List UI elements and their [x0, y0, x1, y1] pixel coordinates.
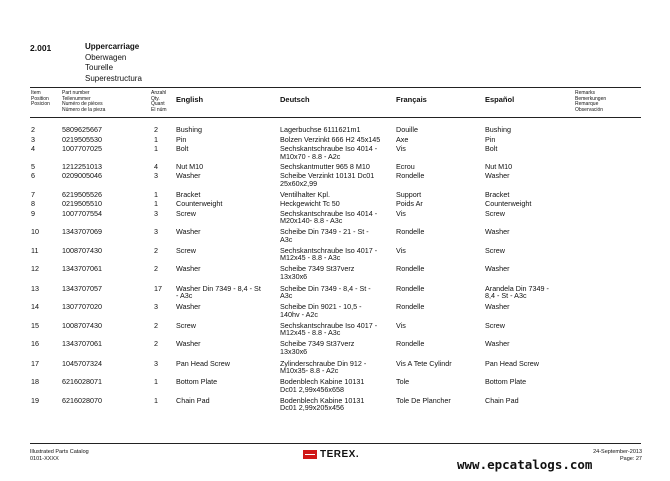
cell-de: Dc01 2,99x456x658: [280, 384, 344, 394]
cell-qty: 1: [154, 377, 158, 386]
cell-qty: 3: [154, 171, 158, 180]
cell-pos: 11: [31, 245, 39, 255]
cell-part: 0209005046: [62, 171, 102, 180]
cell-part: 1307707020: [62, 302, 102, 311]
cell-de: Scheibe Din 7349 - 21 - St -: [280, 227, 369, 236]
cell-en: Chain Pad: [176, 395, 210, 405]
cell-es: Washer: [485, 264, 510, 273]
table-row: [0, 285, 670, 304]
cell-pos: 16: [31, 339, 39, 348]
cell-pos: 5: [31, 161, 35, 171]
cell-es: Pin: [485, 134, 496, 144]
cell-es: Screw: [485, 320, 505, 330]
cell-en: Bracket: [176, 189, 201, 199]
cell-part: 0219505530: [62, 134, 102, 144]
cell-es: Screw: [485, 245, 505, 255]
section-title-es: Superestructura: [85, 73, 142, 83]
cell-de: M20x140- 8.8 - A3c: [280, 216, 343, 226]
cell-qty: 1: [154, 395, 158, 405]
cell-qty: 17: [154, 283, 162, 293]
cell-fr: Vis: [396, 245, 406, 255]
cell-de: 25x60x2,99: [280, 178, 318, 188]
cell-de: M10x70 - 8.8 - A2c: [280, 151, 341, 161]
cell-qty: 2: [154, 245, 158, 255]
cell-pos: 3: [31, 134, 35, 144]
cell-en: - A3c: [176, 291, 193, 301]
cell-part: 1343707057: [62, 283, 102, 293]
cell-de: 13x30x6: [280, 271, 308, 281]
cell-qty: 3: [154, 358, 158, 368]
cell-es: Screw: [485, 208, 505, 218]
cell-fr: Rondelle: [396, 264, 425, 273]
cell-de: Bolzen Verzinkt 666 H2 45x145: [280, 134, 381, 144]
cell-de: A3c: [280, 234, 293, 244]
header-francais: Français: [396, 95, 427, 104]
header-english: English: [176, 95, 204, 104]
cell-pos: 9: [31, 208, 35, 218]
cell-qty: 2: [154, 125, 158, 134]
cell-part: 1343707069: [62, 227, 102, 236]
cell-de: M12x45 - 8.8 - A3c: [280, 328, 341, 338]
cell-es: Bushing: [485, 125, 511, 134]
cell-es: 8,4 - St - A3c: [485, 291, 527, 301]
cell-en: Pin: [176, 134, 187, 144]
cell-en: Pan Head Screw: [176, 358, 230, 368]
cell-de: Ventilhalter Kpl.: [280, 189, 330, 199]
cell-es: Arandela Din 7349 -: [485, 283, 549, 293]
cell-en: Bottom Plate: [176, 377, 218, 386]
cell-pos: 19: [31, 395, 39, 405]
cell-de: Sechskantmutter 965 8 M10: [280, 161, 370, 171]
header-part-number: Part number Teilenummer Numéro de pièces Número de la pieza: [62, 90, 106, 113]
cell-fr: Tole: [396, 377, 410, 386]
cell-qty: 1: [154, 199, 158, 208]
cell-fr: Ecrou: [396, 161, 415, 171]
cell-es: Pan Head Screw: [485, 358, 539, 368]
watermark-link[interactable]: www.epcatalogs.com: [457, 457, 593, 472]
footer-date-page: [593, 449, 642, 462]
table-row: [0, 322, 670, 341]
table-row: [0, 172, 670, 191]
footer-catalog-title: Illustrated Parts Catalog: [30, 449, 89, 455]
table-row: [0, 265, 670, 285]
cell-qty: 1: [154, 189, 158, 199]
cell-de: Bodenblech Kabine 10131: [280, 377, 365, 386]
header-deutsch: Deutsch: [280, 95, 310, 104]
cell-en: Washer: [176, 227, 201, 236]
cell-de: Dc01 2,99x205x456: [280, 403, 344, 413]
table-row: [0, 360, 670, 379]
cell-qty: 2: [154, 264, 158, 273]
table-row: [0, 247, 670, 266]
cell-pos: 10: [31, 227, 39, 236]
table-row: [0, 303, 670, 322]
cell-pos: 4: [31, 144, 35, 153]
terex-logo-icon: [303, 450, 317, 459]
cell-part: 1008707430: [62, 320, 102, 330]
cell-part: 1343707061: [62, 339, 102, 348]
cell-qty: 3: [154, 208, 158, 218]
cell-pos: 2: [31, 125, 35, 134]
cell-de: Sechskantschraube Iso 4017 -: [280, 320, 378, 330]
cell-fr: Rondelle: [396, 283, 425, 293]
cell-es: Counterweight: [485, 199, 532, 208]
cell-fr: Douille: [396, 125, 418, 134]
footer-page: Page: 27: [619, 455, 642, 462]
cell-de: 13x30x6: [280, 346, 308, 356]
cell-pos: 17: [31, 358, 39, 368]
header-espanol: Español: [485, 95, 515, 104]
cell-pos: 8: [31, 199, 35, 208]
cell-fr: Vis: [396, 208, 406, 218]
cell-de: M12x45 - 8.8 - A3c: [280, 253, 341, 263]
cell-de: Sechskantschraube Iso 4014 -: [280, 208, 378, 218]
header-item: Item Position Posicion: [31, 90, 50, 108]
cell-part: 6216028071: [62, 377, 102, 386]
cell-part: 0219505510: [62, 199, 102, 208]
cell-fr: Rondelle: [396, 171, 425, 180]
table-row: [0, 340, 670, 360]
cell-en: Nut M10: [176, 161, 204, 171]
cell-qty: 1: [154, 134, 158, 144]
section-title-de: Oberwagen: [85, 52, 127, 62]
cell-es: Bracket: [485, 189, 510, 199]
cell-part: 1007707025: [62, 144, 102, 153]
cell-es: Bottom Plate: [485, 377, 527, 386]
cell-en: Washer: [176, 171, 201, 180]
cell-en: Counterweight: [176, 199, 223, 208]
cell-qty: 3: [154, 302, 158, 311]
table-row: [0, 145, 670, 163]
cell-pos: 6: [31, 171, 35, 180]
cell-en: Washer: [176, 302, 201, 311]
cell-de: A3c: [280, 291, 293, 301]
cell-es: Washer: [485, 339, 510, 348]
section-title-fr: Tourelle: [85, 63, 114, 73]
cell-fr: Vis: [396, 320, 406, 330]
parts-table: [0, 126, 670, 415]
cell-de: 140hv - A2c: [280, 309, 318, 319]
cell-part: 1007707554: [62, 208, 102, 218]
cell-qty: 4: [154, 161, 158, 171]
cell-qty: 2: [154, 320, 158, 330]
footer-catalog-code: 0101-XXXX: [30, 455, 59, 462]
section-title-en: Uppercarriage: [85, 42, 140, 51]
cell-qty: 1: [154, 144, 158, 153]
footer-rule: [30, 443, 641, 444]
cell-fr: Rondelle: [396, 302, 425, 311]
cell-de: Zylinderschraube Din 912 -: [280, 358, 367, 368]
cell-fr: Tole De Plancher: [396, 395, 451, 405]
cell-part: 5809625667: [62, 125, 102, 134]
cell-de: Sechskantschraube Iso 4017 -: [280, 245, 378, 255]
cell-pos: 18: [31, 377, 39, 386]
cell-en: Screw: [176, 320, 196, 330]
cell-part: 6216028070: [62, 395, 102, 405]
cell-qty: 3: [154, 227, 158, 236]
cell-es: Nut M10: [485, 161, 513, 171]
cell-pos: 12: [31, 264, 39, 273]
cell-pos: 13: [31, 283, 39, 293]
section-title: [85, 42, 142, 84]
cell-en: Screw: [176, 245, 196, 255]
cell-es: Washer: [485, 302, 510, 311]
cell-en: Bushing: [176, 125, 202, 134]
header-bottom-rule: [30, 117, 641, 118]
table-row: [0, 378, 670, 397]
cell-part: 6219505526: [62, 189, 102, 199]
cell-en: Bolt: [176, 144, 189, 153]
cell-fr: Poids Ar: [396, 199, 423, 208]
cell-en: Washer: [176, 339, 201, 348]
cell-pos: 14: [31, 302, 39, 311]
table-row: [0, 210, 670, 229]
cell-es: Washer: [485, 227, 510, 236]
table-row: [0, 228, 670, 247]
table-row: [0, 397, 670, 415]
cell-es: Bolt: [485, 144, 498, 153]
cell-es: Chain Pad: [485, 395, 519, 405]
footer-catalog: [30, 449, 89, 462]
cell-pos: 15: [31, 320, 39, 330]
cell-de: Heckgewicht Tc 50: [280, 199, 340, 208]
cell-part: 1343707061: [62, 264, 102, 273]
section-number: 2.001: [30, 43, 52, 53]
cell-de: Lagerbuchse 6111621m1: [280, 125, 361, 134]
cell-de: Sechskantschraube Iso 4014 -: [280, 144, 378, 153]
cell-en: Screw: [176, 208, 196, 218]
header-remarks: Remarks Bemerkungen Remarque Observación: [575, 90, 607, 113]
cell-de: Scheibe Din 7349 - 8,4 - St -: [280, 283, 371, 293]
cell-en: Washer Din 7349 - 8,4 - St: [176, 283, 261, 293]
cell-fr: Vis A Tete Cylindr: [396, 358, 452, 368]
cell-de: Scheibe 7349 St37verz: [280, 264, 355, 273]
cell-fr: Rondelle: [396, 227, 425, 236]
cell-de: Scheibe 7349 St37verz: [280, 339, 355, 348]
cell-fr: Rondelle: [396, 339, 425, 348]
cell-de: Bodenblech Kabine 10131: [280, 395, 365, 405]
terex-logo: [303, 449, 359, 460]
cell-fr: Support: [396, 189, 422, 199]
cell-part: 1212251013: [62, 161, 102, 171]
terex-logo-text: TEREX.: [320, 449, 360, 460]
header-top-rule: [30, 87, 641, 88]
cell-fr: Vis: [396, 144, 406, 153]
cell-de: M10x35- 8.8 - A2c: [280, 366, 339, 376]
cell-part: 1008707430: [62, 245, 102, 255]
header-qty: Anzahl Qty. Quant El núm: [151, 90, 167, 113]
cell-fr: Axe: [396, 134, 409, 144]
cell-de: Scheibe Din 9021 - 10,5 -: [280, 302, 362, 311]
cell-es: Washer: [485, 171, 510, 180]
cell-de: Scheibe Verzinkt 10131 Dc01: [280, 171, 375, 180]
cell-part: 1045707324: [62, 358, 102, 368]
cell-en: Washer: [176, 264, 201, 273]
cell-pos: 7: [31, 189, 35, 199]
cell-qty: 2: [154, 339, 158, 348]
footer-date: 24-September-2013: [593, 449, 642, 455]
